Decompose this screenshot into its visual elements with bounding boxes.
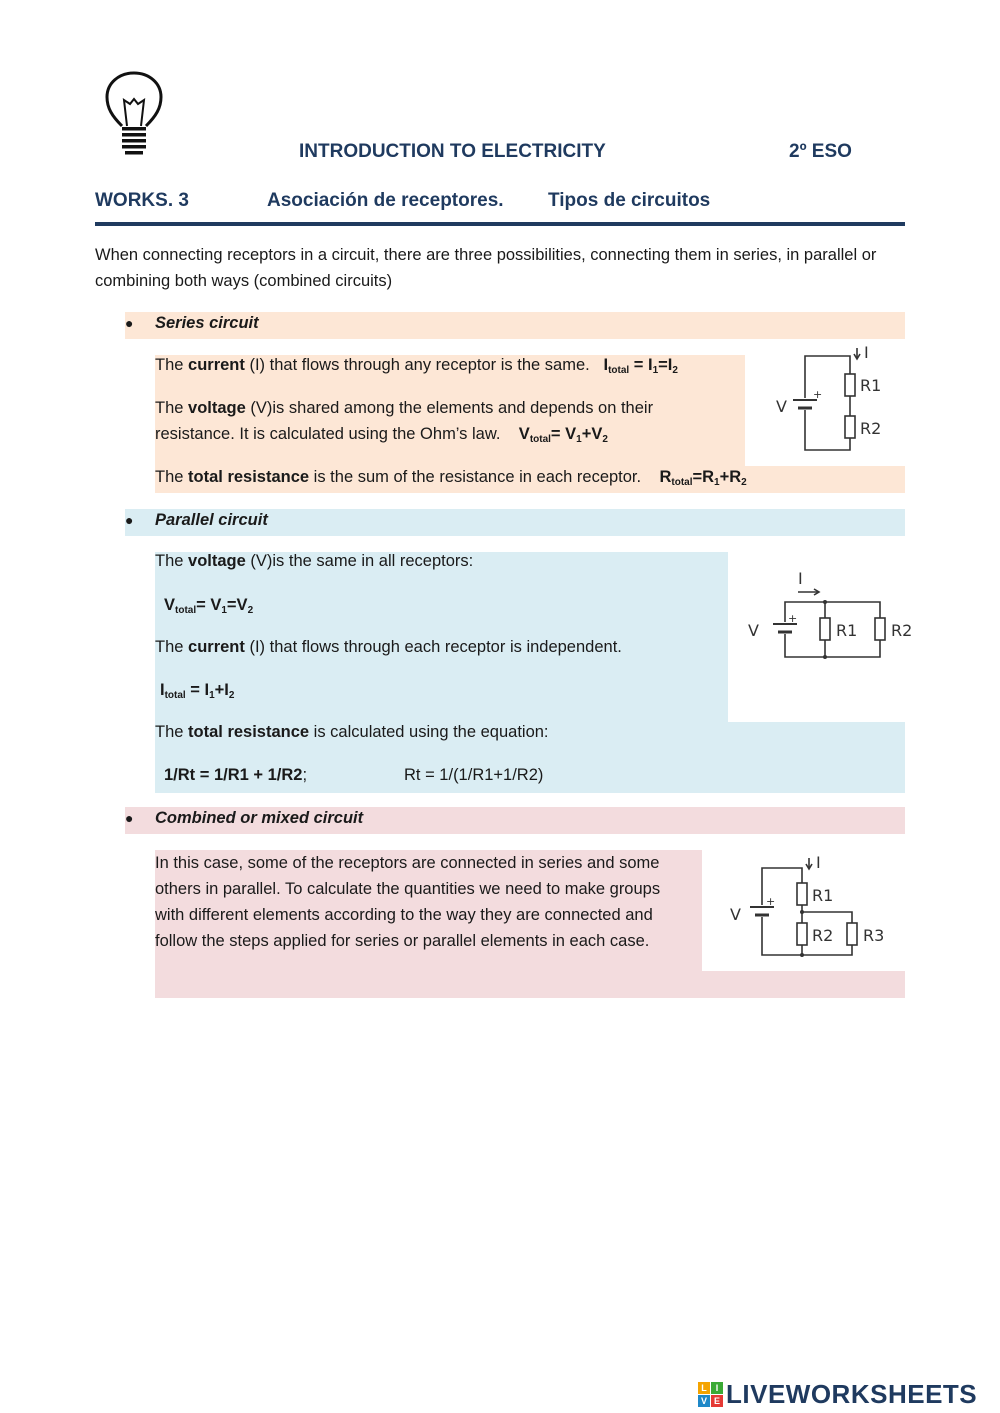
parallel-current-line: The current (I) that flows through each receptor is independent. <box>155 638 622 656</box>
svg-text:I: I <box>864 343 869 362</box>
combined-line-1: In this case, some of the receptors are connected in series and some <box>155 854 660 872</box>
svg-text:R2: R2 <box>891 621 913 640</box>
svg-text:R1: R1 <box>812 886 834 905</box>
section-subtitle-2: Tipos de circuitos <box>548 190 711 211</box>
parallel-voltage-formula: $V_{total}= V_1=V_2$ <box>164 596 254 616</box>
svg-text:R3: R3 <box>863 926 885 945</box>
logo-icon: L I V E <box>698 1382 723 1407</box>
svg-text:V: V <box>730 905 741 924</box>
series-resistance-formula: $R_{total}=R_1+R_2$ <box>659 468 747 488</box>
svg-text:R2: R2 <box>860 419 882 438</box>
series-heading <box>125 312 905 339</box>
bullet: ● <box>125 810 134 826</box>
course-level: 2º ESO <box>789 141 852 162</box>
combined-heading <box>125 807 905 834</box>
series-voltage-formula: $V_{total}= V_1+V_2$ <box>518 425 608 445</box>
brand-name: LIVEWORKSHEETS <box>726 1378 978 1409</box>
series-current-formula: $I_{total} = I_1=I_2$ <box>603 356 678 376</box>
combined-circuit-diagram <box>722 850 902 965</box>
svg-text:R1: R1 <box>860 376 882 395</box>
liveworksheets-logo[interactable] <box>698 1376 977 1412</box>
parallel-heading <box>125 509 905 536</box>
series-circuit-diagram <box>760 338 905 466</box>
parallel-resistance-equation: 1/Rt = 1/R1 + 1/R2; <box>164 766 308 784</box>
series-voltage-line-2: resistance. It is calculated using the Ohm’s law. $V_{total}= V_1+V_2$ <box>155 425 608 445</box>
combined-line-4: follow the steps applied for series or parallel elements in each case. <box>155 932 650 950</box>
svg-text:+: + <box>766 895 776 908</box>
parallel-current-formula: $I_{total} = I_1+I_2$ <box>160 681 235 701</box>
light-bulb-icon <box>104 70 164 162</box>
header-divider <box>95 222 905 226</box>
series-title: Series circuit <box>155 314 259 332</box>
intro-line-1: When connecting receptors in a circuit, there are three possibilities, connecting them in series, in parallel or <box>95 246 877 264</box>
series-voltage-line: The voltage (V)is shared among the elements and depends on their <box>155 399 654 417</box>
svg-text:R1: R1 <box>836 621 858 640</box>
bullet: ● <box>125 512 134 528</box>
parallel-resistance-line: The total resistance is calculated using the equation: <box>155 723 549 741</box>
works-number: WORKS. 3 <box>95 190 189 211</box>
parallel-circuit-diagram <box>740 562 920 672</box>
parallel-title: Parallel circuit <box>155 511 268 529</box>
svg-text:I: I <box>798 569 803 588</box>
svg-text:+: + <box>813 388 823 401</box>
bullet: ● <box>125 315 134 331</box>
series-current-line: The current (I) that flows through any receptor is the same. $I_{total} = I_1=I_2$ <box>155 356 678 376</box>
series-resistance-line: The total resistance is the sum of the resistance in each receptor. $R_{total}=R_1+R_2$ <box>155 468 747 488</box>
section-subtitle: Asociación de receptores. <box>267 190 504 211</box>
combined-box-bottom <box>155 971 905 998</box>
page-title: INTRODUCTION TO ELECTRICITY <box>299 141 606 162</box>
parallel-voltage-line: The voltage (V)is the same in all receptors: <box>155 552 474 570</box>
combined-paragraph <box>155 850 700 954</box>
combined-line-3: with different elements according to the way they are connected and <box>155 906 653 924</box>
svg-text:+: + <box>788 612 798 625</box>
svg-text:V: V <box>748 621 759 640</box>
svg-text:R2: R2 <box>812 926 834 945</box>
svg-text:V: V <box>776 397 787 416</box>
parallel-resistance-equation-2: Rt = 1/(1/R1+1/R2) <box>404 766 544 784</box>
intro-line-2: combining both ways (combined circuits) <box>95 272 393 290</box>
intro-paragraph <box>95 242 910 294</box>
combined-title: Combined or mixed circuit <box>155 809 364 827</box>
combined-line-2: others in parallel. To calculate the quantities we need to make groups <box>155 880 661 898</box>
svg-text:I: I <box>816 853 821 872</box>
